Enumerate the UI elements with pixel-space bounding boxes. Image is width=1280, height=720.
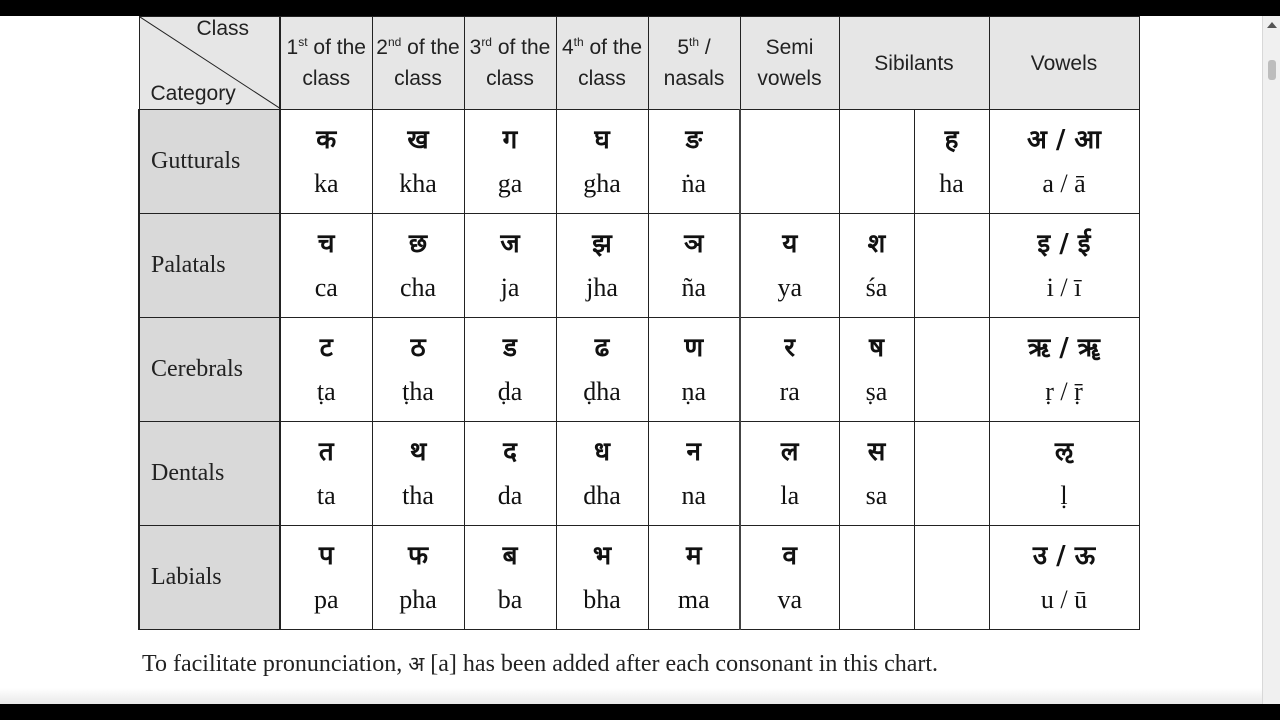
letter-cell — [280, 110, 372, 214]
transliteration: ṭha — [402, 376, 434, 406]
letter-cell — [914, 110, 989, 214]
page-bottom-shade — [0, 688, 1262, 704]
transliteration: ḍha — [583, 376, 621, 406]
column-header-vowels: Vowels — [989, 17, 1139, 110]
transliteration: pa — [313, 584, 339, 614]
devanagari-letter: उ / ऊ — [1032, 540, 1096, 571]
devanagari-letter: अ / आ — [1026, 124, 1102, 155]
devanagari-letter: छ — [408, 228, 428, 259]
vertical-scrollbar[interactable] — [1262, 16, 1280, 704]
devanagari-letter: र — [784, 332, 796, 363]
devanagari-letter: ट — [319, 332, 333, 363]
transliteration: jha — [586, 272, 618, 302]
letter-cell — [648, 110, 740, 214]
devanagari-letter: ख — [407, 124, 429, 155]
transliteration: da — [497, 480, 523, 510]
transliteration: tha — [402, 480, 434, 510]
scroll-up-arrow-icon[interactable] — [1267, 22, 1277, 28]
scroll-thumb[interactable] — [1268, 60, 1276, 80]
category-cell: Dentals — [139, 422, 280, 526]
category-cell: Labials — [139, 526, 280, 630]
class-label: Class — [196, 17, 249, 40]
category-label: Category — [150, 82, 236, 105]
transliteration: pha — [399, 584, 437, 614]
transliteration: kha — [399, 168, 437, 198]
devanagari-letter: द — [503, 436, 517, 467]
letter-cell — [556, 110, 648, 214]
letter-cell — [464, 110, 556, 214]
devanagari-letter: म — [685, 540, 702, 571]
letter-cell — [280, 422, 372, 526]
transliteration: i / ī — [1046, 272, 1082, 302]
letter-cell — [648, 526, 740, 630]
transliteration: la — [780, 480, 800, 510]
transliteration: cha — [399, 272, 437, 302]
transliteration: ba — [497, 584, 523, 614]
devanagari-letter: न — [686, 436, 701, 467]
transliteration: ja — [500, 272, 520, 302]
transliteration: ta — [316, 480, 336, 510]
devanagari-letter: ग — [502, 124, 518, 155]
transliteration: ṛ / ṝ — [1045, 376, 1083, 406]
letter-cell — [464, 318, 556, 422]
transliteration: ña — [681, 272, 707, 302]
transliteration: ḍa — [497, 376, 523, 406]
transliteration: ra — [779, 376, 800, 406]
devanagari-letter: ज — [500, 228, 520, 259]
transliteration: ga — [497, 168, 523, 198]
letter-cell — [280, 318, 372, 422]
devanagari-letter: ड — [503, 332, 517, 363]
letter-cell — [839, 110, 914, 214]
corner-header-cell — [139, 17, 280, 110]
devanagari-letter: इ / ई — [1037, 228, 1091, 259]
category-cell: Cerebrals — [139, 318, 280, 422]
letter-cell — [372, 214, 464, 318]
transliteration: na — [681, 480, 707, 510]
letter-cell — [839, 422, 914, 526]
row-dentals — [139, 422, 1139, 526]
devanagari-letter: घ — [594, 124, 610, 155]
transliteration: ca — [314, 272, 338, 302]
transliteration: ṇa — [681, 376, 707, 406]
document-page — [0, 16, 1262, 704]
column-header-2: 2nd of the class — [372, 17, 464, 110]
devanagari-letter: ञ — [684, 228, 704, 259]
devanagari-letter: च — [317, 228, 335, 259]
devanagari-letter: ठ — [410, 332, 426, 363]
letter-cell — [280, 526, 372, 630]
transliteration: sa — [865, 480, 888, 510]
pronunciation-note: To facilitate pronunciation, अ [a] has been added after each consonant in this chart. — [142, 651, 939, 677]
transliteration: ma — [677, 584, 710, 614]
devanagari-letter: व — [782, 540, 797, 571]
letter-cell — [740, 110, 839, 214]
row-cerebrals — [139, 318, 1139, 422]
column-header-1: 1st of the class — [280, 17, 372, 110]
devanagari-letter: ऌ — [1054, 436, 1074, 467]
category-cell: Gutturals — [139, 110, 280, 214]
devanagari-letter: स — [867, 436, 886, 467]
transliteration: ṭa — [316, 376, 336, 406]
row-palatals — [139, 214, 1139, 318]
letter-cell — [372, 318, 464, 422]
transliteration: śa — [865, 272, 888, 302]
letter-cell — [556, 318, 648, 422]
header-row — [139, 17, 1139, 110]
column-header-4: 4th of the class — [556, 17, 648, 110]
transliteration: va — [777, 584, 803, 614]
devanagari-letter: ढ — [594, 332, 610, 363]
transliteration: ṣa — [865, 376, 888, 406]
table-body — [139, 110, 1139, 630]
letter-cell — [464, 422, 556, 526]
sanskrit-alphabet-table — [138, 16, 1140, 630]
row-labials — [139, 526, 1139, 630]
column-header-5-nasals: 5th / nasals — [648, 17, 740, 110]
transliteration: dha — [583, 480, 621, 510]
transliteration: ha — [939, 168, 964, 198]
letter-cell — [914, 526, 989, 630]
row-gutturals — [139, 110, 1139, 214]
transliteration: ṅa — [681, 168, 707, 198]
devanagari-letter: ण — [684, 332, 704, 363]
devanagari-letter: थ — [409, 436, 427, 467]
letter-cell — [989, 318, 1139, 422]
letter-cell — [464, 526, 556, 630]
devanagari-letter: क — [316, 124, 337, 155]
transliteration: ya — [777, 272, 803, 302]
transliteration: u / ū — [1040, 584, 1088, 614]
letter-cell — [740, 318, 839, 422]
devanagari-letter: ष — [868, 332, 885, 363]
letter-cell — [989, 422, 1139, 526]
column-header-sibilants: Sibilants — [839, 17, 989, 110]
transliteration: ka — [313, 168, 339, 198]
devanagari-letter: ऋ / ॠ — [1028, 332, 1100, 363]
letter-cell — [556, 526, 648, 630]
transliteration: a / ā — [1042, 168, 1086, 198]
letter-cell — [648, 214, 740, 318]
devanagari-letter: ह — [944, 124, 959, 155]
letter-cell — [740, 526, 839, 630]
note-devanagari-a: अ — [408, 652, 425, 676]
category-cell: Palatals — [139, 214, 280, 318]
letter-cell — [989, 214, 1139, 318]
devanagari-letter: य — [782, 228, 798, 259]
letter-cell — [372, 526, 464, 630]
devanagari-letter: झ — [592, 228, 612, 259]
letter-cell — [839, 526, 914, 630]
letter-cell — [914, 422, 989, 526]
letter-cell — [914, 214, 989, 318]
letter-cell — [464, 214, 556, 318]
devanagari-letter: ध — [594, 436, 610, 467]
column-header-semi-vowels: Semi vowels — [740, 17, 839, 110]
alphabet-table-container — [138, 16, 1140, 630]
transliteration: bha — [583, 584, 621, 614]
letter-cell — [372, 110, 464, 214]
devanagari-letter: प — [318, 540, 334, 571]
letter-cell — [989, 526, 1139, 630]
devanagari-letter: ब — [502, 540, 518, 571]
devanagari-letter: ल — [780, 436, 799, 467]
letter-cell — [740, 214, 839, 318]
letter-cell — [648, 318, 740, 422]
letter-cell — [914, 318, 989, 422]
letter-cell — [989, 110, 1139, 214]
letter-cell — [372, 422, 464, 526]
devanagari-letter: भ — [592, 540, 612, 571]
letter-cell — [280, 214, 372, 318]
column-header-3: 3rd of the class — [464, 17, 556, 110]
transliteration: ḷ — [1060, 480, 1068, 510]
letter-cell — [648, 422, 740, 526]
transliteration: gha — [583, 168, 621, 198]
letter-cell — [556, 422, 648, 526]
letter-cell — [740, 422, 839, 526]
devanagari-letter: त — [318, 436, 334, 467]
letter-cell — [839, 214, 914, 318]
letter-cell — [556, 214, 648, 318]
devanagari-letter: श — [867, 228, 886, 259]
devanagari-letter: ङ — [685, 124, 703, 155]
devanagari-letter: फ — [407, 540, 429, 571]
letter-cell — [839, 318, 914, 422]
